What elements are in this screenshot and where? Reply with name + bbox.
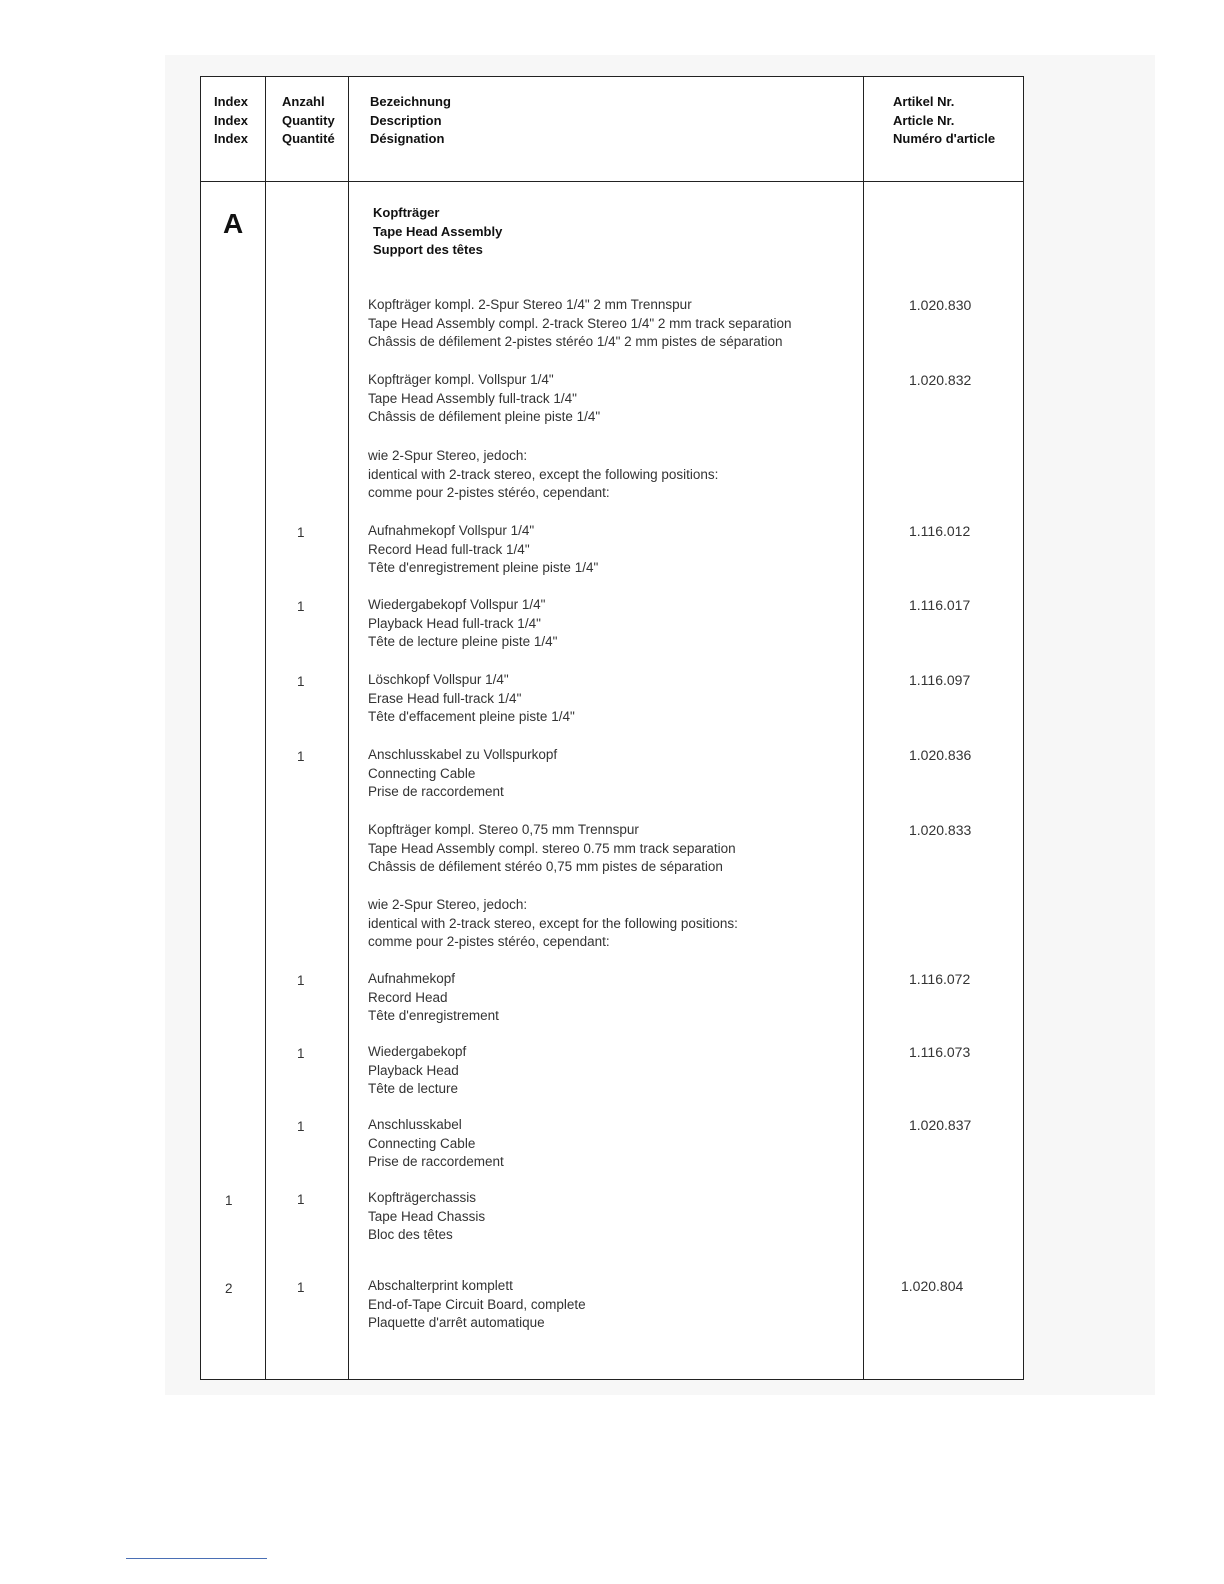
section-letter: A <box>223 208 244 239</box>
header-index-de: Index <box>214 94 248 109</box>
description-line: Prise de raccordement <box>368 1154 504 1170</box>
description-line: Tête d'enregistrement <box>368 1008 499 1024</box>
row-description <box>368 821 736 877</box>
header-article-de: Artikel Nr. <box>893 94 955 109</box>
row-quantity: 1 <box>297 525 305 540</box>
description-line: End-of-Tape Circuit Board, complete <box>368 1296 586 1312</box>
row-description <box>368 1116 504 1172</box>
description-line: Tape Head Assembly compl. stereo 0.75 mm track separation <box>368 840 736 856</box>
description-line: Plaquette d'arrêt automatique <box>368 1315 545 1331</box>
header-description-en: Description <box>370 112 442 128</box>
row-article-number: 1.020.832 <box>909 372 972 388</box>
row-description <box>368 1189 485 1245</box>
description-line: Record Head <box>368 989 448 1005</box>
description-line: identical with 2-track stereo, except the following positions: <box>368 466 719 482</box>
description-line: Tape Head Chassis <box>368 1208 486 1224</box>
description-line: Tête d'enregistrement pleine piste 1/4" <box>368 560 599 576</box>
description-line: Prise de raccordement <box>368 784 504 800</box>
header-index-en: Index <box>214 112 248 128</box>
column-divider <box>265 77 266 1379</box>
description-line: Kopfträger kompl. Vollspur 1/4" <box>368 372 554 387</box>
description-line: Tape Head Assembly compl. 2-track Stereo 1/4" 2 mm track separation <box>368 315 792 331</box>
row-quantity: 1 <box>297 1192 305 1207</box>
header-description-de: Bezeichnung <box>370 94 451 109</box>
header-quantity <box>282 93 335 149</box>
description-line: Châssis de défilement stéréo 0,75 mm pistes de séparation <box>368 859 723 875</box>
row-description <box>368 896 738 952</box>
section-title <box>373 204 502 260</box>
description-line: identical with 2-track stereo, except for the following positions: <box>368 915 738 931</box>
row-quantity: 1 <box>297 1119 305 1134</box>
row-quantity: 1 <box>297 749 305 764</box>
header-description <box>370 93 451 149</box>
header-quantity-fr: Quantité <box>282 131 335 146</box>
header-quantity-en: Quantity <box>282 112 335 128</box>
parts-table <box>200 76 1024 1380</box>
description-line: Kopfträger kompl. Stereo 0,75 mm Trennspur <box>368 822 639 837</box>
description-line: Tête de lecture pleine piste 1/4" <box>368 634 558 650</box>
description-line: Aufnahmekopf <box>368 971 456 986</box>
row-article-number: 1.116.072 <box>909 971 971 987</box>
column-divider <box>348 77 349 1379</box>
section-title-de: Kopfträger <box>373 205 440 220</box>
description-line: Tête de lecture <box>368 1081 459 1097</box>
row-quantity: 1 <box>297 1280 305 1295</box>
section-title-fr: Support des têtes <box>373 242 483 258</box>
row-description <box>368 522 598 578</box>
description-line: Connecting Cable <box>368 765 476 781</box>
row-description <box>368 746 557 802</box>
row-quantity: 1 <box>297 1046 305 1061</box>
row-description <box>368 296 791 352</box>
header-article <box>893 93 995 149</box>
row-article-number: 1.020.837 <box>909 1117 972 1133</box>
row-quantity: 1 <box>297 973 305 988</box>
row-description <box>368 596 557 652</box>
header-index-fr: Index <box>214 131 248 146</box>
header-description-fr: Désignation <box>370 131 445 146</box>
row-article-number: 1.116.012 <box>909 523 971 539</box>
row-article-number: 1.116.073 <box>909 1044 971 1060</box>
row-description <box>368 447 718 503</box>
description-line: Tête d'effacement pleine piste 1/4" <box>368 709 575 725</box>
description-line: Wiedergabekopf Vollspur 1/4" <box>368 597 546 612</box>
row-description <box>368 970 499 1026</box>
header-divider <box>201 181 1023 182</box>
row-description <box>368 1277 586 1333</box>
row-article-number: 1.116.017 <box>909 597 971 613</box>
description-line: Anschlusskabel zu Vollspurkopf <box>368 747 558 762</box>
row-article-number: 1.020.804 <box>901 1278 964 1294</box>
row-index: 1 <box>225 1193 233 1208</box>
row-article-number: 1.020.836 <box>909 747 972 763</box>
header-index <box>214 93 248 149</box>
row-article-number: 1.020.833 <box>909 822 972 838</box>
section-title-en: Tape Head Assembly <box>373 223 503 239</box>
header-article-fr: Numéro d'article <box>893 131 996 146</box>
description-line: Abschalterprint komplett <box>368 1278 513 1293</box>
row-quantity: 1 <box>297 599 305 614</box>
description-line: Châssis de défilement pleine piste 1/4" <box>368 409 601 425</box>
row-index: 2 <box>225 1281 233 1296</box>
description-line: Tape Head Assembly full-track 1/4" <box>368 390 577 406</box>
row-description <box>368 671 575 727</box>
description-line: Erase Head full-track 1/4" <box>368 690 522 706</box>
description-line: Record Head full-track 1/4" <box>368 541 530 557</box>
description-line: wie 2-Spur Stereo, jedoch: <box>368 897 528 912</box>
row-description <box>368 371 600 427</box>
description-line: Bloc des têtes <box>368 1227 453 1243</box>
description-line: Kopfträgerchassis <box>368 1190 477 1205</box>
description-line: comme pour 2-pistes stéréo, cependant: <box>368 934 610 950</box>
header-quantity-de: Anzahl <box>282 94 325 109</box>
description-line: Châssis de défilement 2-pistes stéréo 1/4" 2 mm pistes de séparation <box>368 334 783 350</box>
description-line: Connecting Cable <box>368 1135 476 1151</box>
description-line: Playback Head <box>368 1062 459 1078</box>
description-line: comme pour 2-pistes stéréo, cependant: <box>368 485 610 501</box>
footnote-separator <box>126 1558 267 1559</box>
description-line: Playback Head full-track 1/4" <box>368 615 541 631</box>
description-line: Kopfträger kompl. 2-Spur Stereo 1/4" 2 mm Trennspur <box>368 297 692 312</box>
row-description <box>368 1043 466 1099</box>
column-divider <box>863 77 864 1379</box>
description-line: Wiedergabekopf <box>368 1044 467 1059</box>
row-article-number: 1.020.830 <box>909 297 972 313</box>
description-line: Löschkopf Vollspur 1/4" <box>368 672 509 687</box>
description-line: Anschlusskabel <box>368 1117 462 1132</box>
row-article-number: 1.116.097 <box>909 672 971 688</box>
description-line: Aufnahmekopf Vollspur 1/4" <box>368 523 535 538</box>
header-article-en: Article Nr. <box>893 112 955 128</box>
description-line: wie 2-Spur Stereo, jedoch: <box>368 448 528 463</box>
row-quantity: 1 <box>297 674 305 689</box>
